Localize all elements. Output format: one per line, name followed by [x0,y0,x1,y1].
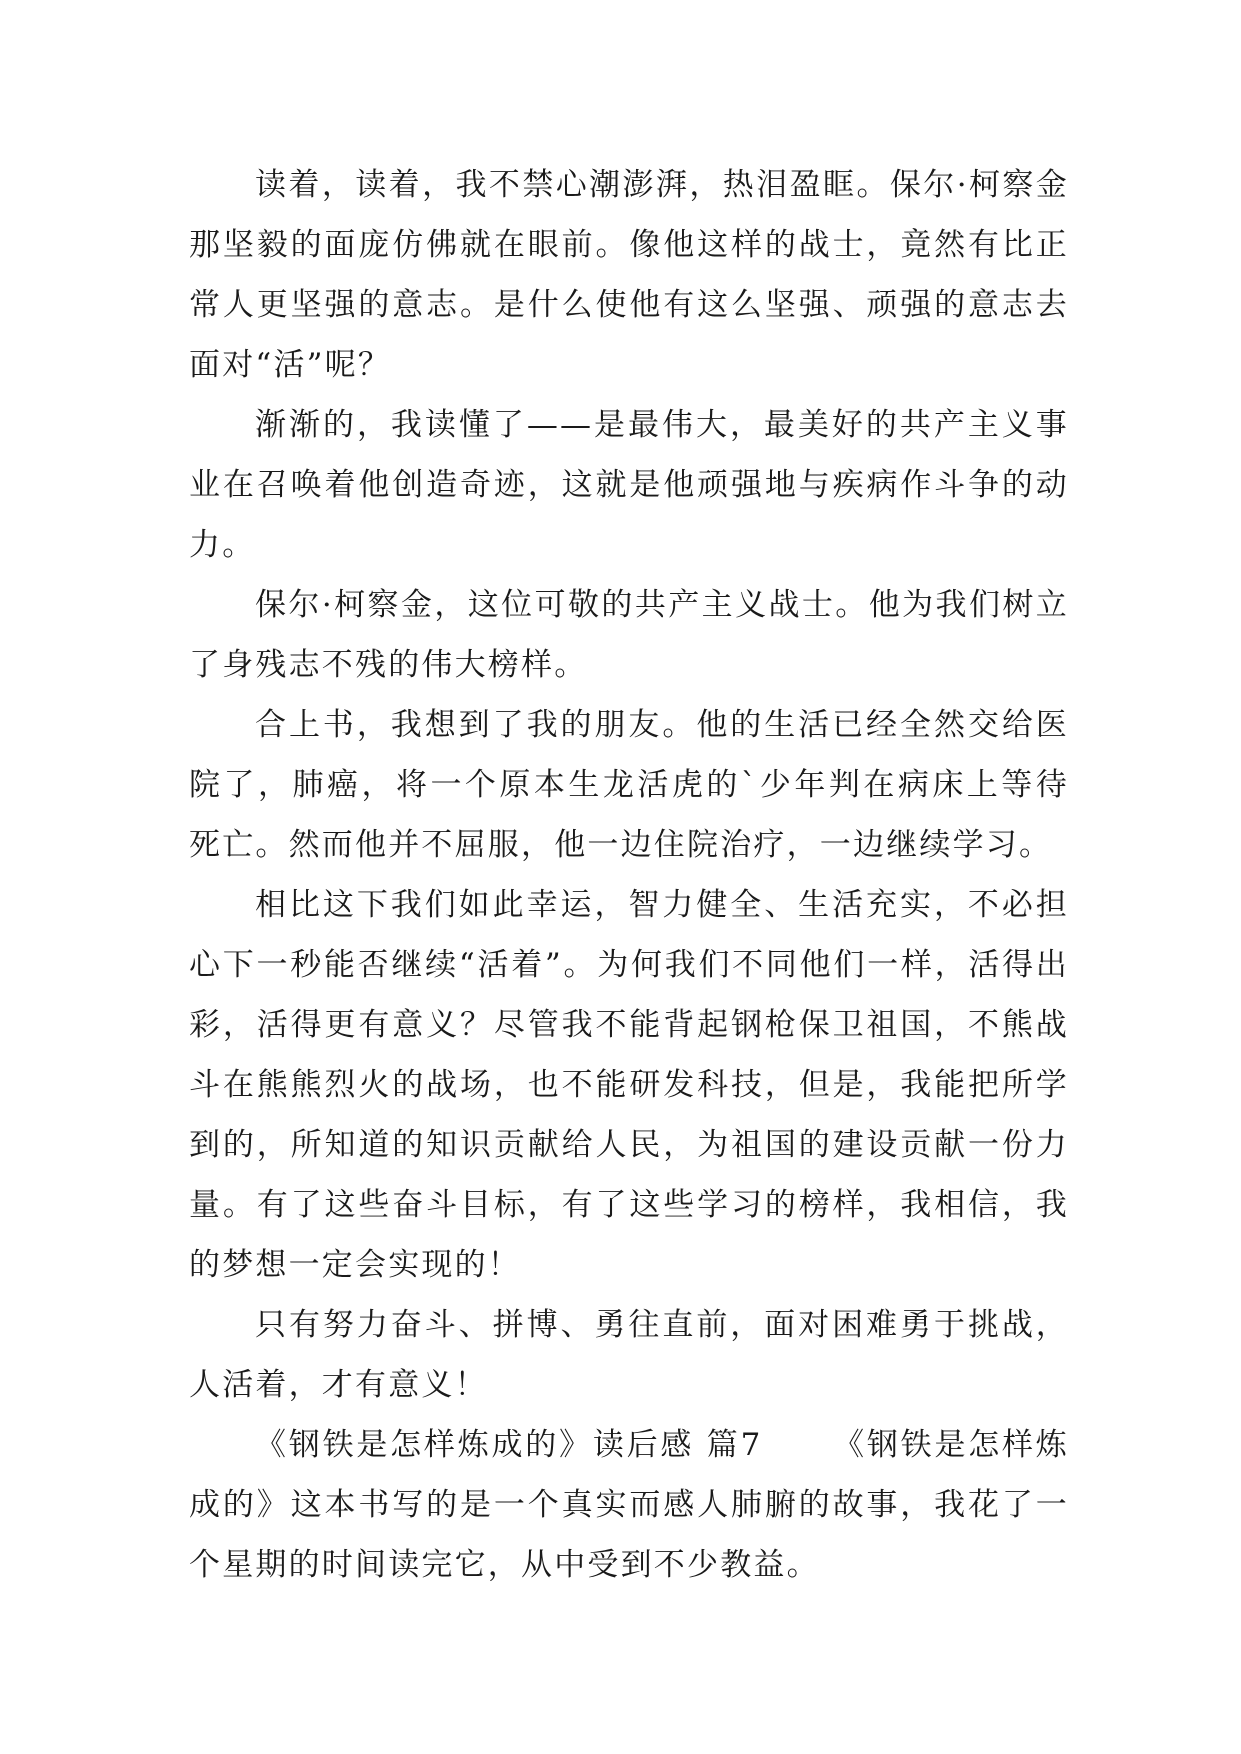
section-heading: 《钢铁是怎样炼成的》读后感 篇7 [255,1427,763,1463]
section-paragraph [189,1415,1069,1595]
paragraph-3: 保尔·柯察金，这位可敬的共产主义战士。他为我们树立了身残志不残的伟大榜样。 [189,587,1069,683]
paragraph-5: 相比这下我们如此幸运，智力健全、生活充实，不必担心下一秒能否继续“活着”。为何我们不同他们一样，活得出彩，活得更有意义？尽管我不能背起钢枪保卫祖国，不熊战斗在熊熊烈火的战场，也不能研发科技，但是，我能把所学到的，所知道的知识贡献给人民，为祖国的建设贡献一份力量。有了这些奋斗目标，有了这些学习的榜样，我相信，我的梦想一定会实现的！ [189,887,1069,1283]
paragraph-4: 合上书，我想到了我的朋友。他的生活已经全然交给医院了，肺癌，将一个原本生龙活虎的`少年判在病床上等待死亡。然而他并不屈服，他一边住院治疗，一边继续学习。 [189,707,1069,863]
paragraph-6: 只有努力奋斗、拼博、勇往直前，面对困难勇于挑战，人活着，才有意义！ [189,1307,1069,1403]
paragraph-2: 渐渐的，我读懂了——是最伟大，最美好的共产主义事业在召唤着他创造奇迹，这就是他顽强地与疾病作斗争的动力。 [189,407,1069,563]
paragraph-1: 读着，读着，我不禁心潮澎湃，热泪盈眶。保尔·柯察金那坚毅的面庞仿佛就在眼前。像他这样的战士，竟然有比正常人更坚强的意志。是什么使他有这么坚强、顽强的意志去面对“活”呢？ [189,167,1069,383]
document-body [189,155,1069,1595]
section-body: 《钢铁是怎样炼成的》这本书写的是一个真实而感人肺腑的故事，我花了一个星期的时间读完它，从中受到不少教益。 [189,1427,1069,1583]
